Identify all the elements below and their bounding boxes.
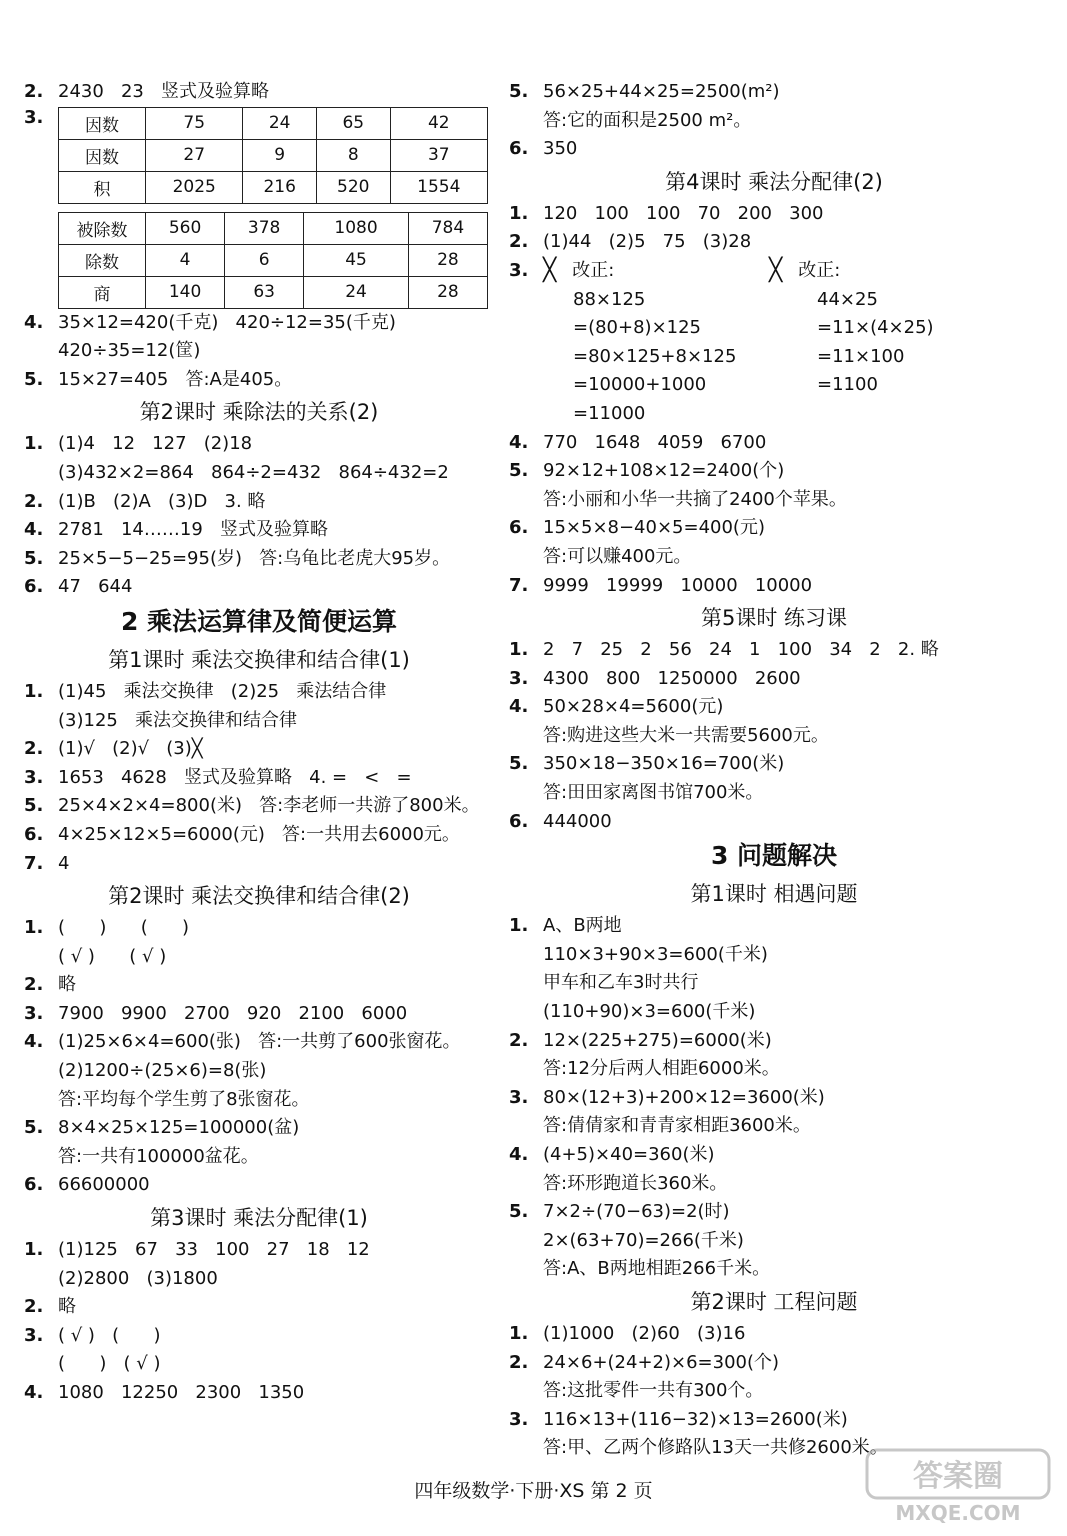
division-table xyxy=(58,212,488,309)
answer-text: 答:这批零件一共有300个。 xyxy=(543,1380,764,1402)
answer-text: ( √ ) ( √ ) xyxy=(58,945,167,967)
answer-line xyxy=(24,337,494,366)
table-cell: 1080 xyxy=(304,212,409,244)
question-number: 6. xyxy=(509,517,529,539)
answer-line xyxy=(509,779,1039,808)
answer-line xyxy=(24,1293,494,1322)
answer-line xyxy=(509,1227,1039,1256)
answer-line xyxy=(24,943,494,972)
question-number: 3. xyxy=(24,1002,44,1024)
row-header-cell: 被除数 xyxy=(59,212,146,244)
answer-line xyxy=(509,107,1039,136)
answer-line xyxy=(509,1377,1039,1406)
question-number: 4. xyxy=(24,311,44,333)
table-cell: 6 xyxy=(225,244,304,276)
answer-line xyxy=(509,257,769,286)
calc-line xyxy=(769,286,1029,315)
answer-line xyxy=(24,1350,494,1379)
answer-tables xyxy=(24,107,494,309)
answer-text: 4×25×12×5=6000(元) 答:一共用去6000元。 xyxy=(58,823,460,845)
answer-line xyxy=(24,1171,494,1200)
answer-text: 2430 23 竖式及验算略 xyxy=(58,81,270,102)
question-number: 6. xyxy=(24,576,44,598)
lesson-heading: 第3课时 乘法分配律(1) xyxy=(150,1206,368,1231)
answer-text: 4 xyxy=(58,852,70,874)
table-row xyxy=(59,107,488,139)
question-number: 6. xyxy=(24,1174,44,1196)
answer-line xyxy=(24,1057,494,1086)
answer-line xyxy=(24,516,494,545)
question-number: 4. xyxy=(509,696,529,718)
answer-text: (1)125 67 33 100 27 18 12 xyxy=(58,1239,370,1261)
question-number: 1. xyxy=(509,639,529,661)
calc-line xyxy=(509,343,769,372)
answer-text: 25×5−5−25=95(岁) 答:乌龟比老虎大95岁。 xyxy=(58,547,451,569)
correction-block xyxy=(509,257,1039,429)
table-cell: 65 xyxy=(316,107,390,139)
answer-text: 答:12分后两人相距6000米。 xyxy=(543,1058,780,1080)
lesson-heading: 第4课时 乘法分配律(2) xyxy=(665,169,883,194)
correction-label: 改正: xyxy=(572,259,615,281)
answer-line xyxy=(509,486,1039,515)
answer-line xyxy=(24,1379,494,1408)
answer-text: 答:倩倩家和青青家相距3600米。 xyxy=(543,1115,811,1137)
answer-text: (3)432×2=864 864÷2=432 864÷432=2 xyxy=(58,461,449,483)
answer-text: 答:可以赚400元。 xyxy=(543,545,692,567)
answer-line xyxy=(509,1198,1039,1227)
answer-line xyxy=(509,200,1039,229)
answer-text: 1080 12250 2300 1350 xyxy=(58,1382,305,1403)
question-number: 2. xyxy=(24,738,44,760)
answer-line xyxy=(509,808,1039,837)
answer-text: 444000 xyxy=(543,810,612,832)
answer-text: 350 xyxy=(543,138,578,160)
answer-text: 120 100 100 70 200 300 xyxy=(543,202,824,224)
table-cell: 28 xyxy=(408,276,487,308)
left-column xyxy=(24,78,494,1408)
question-number: 3. xyxy=(24,106,44,128)
answer-text: 7×2÷(70−63)=2(时) xyxy=(543,1201,730,1223)
answer-text: 25×4×2×4=800(米) 答:李老师一共游了800米。 xyxy=(58,795,480,817)
answer-line xyxy=(509,941,1039,970)
answer-line xyxy=(509,1320,1039,1349)
answer-line xyxy=(24,366,494,395)
answer-line xyxy=(24,1265,494,1294)
answer-text: 92×12+108×12=2400(个) xyxy=(543,460,785,482)
answer-line xyxy=(509,912,1039,941)
answer-text: ( √ ) ( ) xyxy=(58,1324,161,1346)
answer-text: (1)√ (2)√ (3)╳ xyxy=(58,738,203,760)
answer-line xyxy=(509,572,1039,601)
answer-line xyxy=(509,1084,1039,1113)
table-cell: 216 xyxy=(243,171,317,203)
lesson-heading: 第5课时 练习课 xyxy=(700,606,848,631)
question-number: 1. xyxy=(509,915,529,937)
cross-mark-icon: ╳ xyxy=(543,257,557,283)
answer-text: 答:购进这些大米一共需要5600元。 xyxy=(543,724,829,746)
answer-text: 答:一共有100000盆花。 xyxy=(58,1145,259,1167)
question-number: 2. xyxy=(24,974,44,996)
answer-line xyxy=(509,1255,1039,1284)
answer-text: (1)B (2)A (3)D 3. 略 xyxy=(58,490,266,512)
question-number: 1. xyxy=(24,917,44,939)
answer-text: 甲车和乙车3时共行 xyxy=(543,972,699,994)
correction-b xyxy=(769,257,1029,429)
answer-text: 420÷35=12(筐) xyxy=(58,340,201,362)
question-number: 5. xyxy=(509,81,529,102)
watermark-url: MXQE.COM xyxy=(895,1501,1021,1525)
question-number: 3. xyxy=(24,766,44,788)
answer-text: 8×4×25×125=100000(盆) xyxy=(58,1117,300,1139)
answer-text: (1)1000 (2)60 (3)16 xyxy=(543,1322,746,1344)
calc-text: =11000 xyxy=(573,402,646,424)
answer-text: 15×27=405 答:A是405。 xyxy=(58,368,293,390)
answer-line xyxy=(24,309,494,338)
answer-text: 2781 14……19 竖式及验算略 xyxy=(58,519,328,541)
answer-text: 350×18−350×16=700(米) xyxy=(543,753,785,775)
answer-text: 1653 4628 竖式及验算略 4. = < = xyxy=(58,766,412,788)
answer-line xyxy=(509,1406,1039,1435)
answer-line xyxy=(24,971,494,1000)
answer-line xyxy=(509,750,1039,779)
answer-text: A、B两地 xyxy=(543,915,622,937)
question-number: 6. xyxy=(509,138,529,160)
answer-line xyxy=(24,850,494,879)
question-number: 2. xyxy=(509,1029,529,1051)
cross-mark-icon: ╳ xyxy=(769,257,783,283)
lesson-heading: 第2课时 乘法交换律和结合律(2) xyxy=(108,884,410,909)
answer-line xyxy=(24,1000,494,1029)
question-number: 5. xyxy=(24,547,44,569)
calc-text: =11×100 xyxy=(817,345,905,367)
correction-label: 改正: xyxy=(798,259,841,281)
watermark-text: 答案圈 xyxy=(913,1459,1003,1494)
answer-line xyxy=(509,693,1039,722)
answer-line xyxy=(509,636,1039,665)
calc-line xyxy=(509,314,769,343)
answer-line xyxy=(24,1028,494,1057)
correction-a xyxy=(509,257,769,429)
watermark-logo xyxy=(863,1446,1053,1526)
row-header-cell: 积 xyxy=(59,171,146,203)
answer-line xyxy=(24,1236,494,1265)
answer-line xyxy=(24,545,494,574)
answer-text: 47 644 xyxy=(58,576,133,598)
answer-line xyxy=(509,1170,1039,1199)
question-number: 4. xyxy=(509,1144,529,1165)
answer-text: 2×(63+70)=266(千米) xyxy=(543,1229,744,1251)
answer-line xyxy=(24,678,494,707)
table-cell: 560 xyxy=(146,212,225,244)
row-header-cell: 除数 xyxy=(59,244,146,276)
table-cell: 24 xyxy=(243,107,317,139)
table-cell: 45 xyxy=(304,244,409,276)
answer-line xyxy=(509,1349,1039,1378)
question-number: 1. xyxy=(24,433,44,455)
answer-text: (4+5)×40=360(米) xyxy=(543,1144,715,1165)
answer-line xyxy=(24,914,494,943)
answer-line xyxy=(24,1086,494,1115)
table-cell: 2025 xyxy=(146,171,243,203)
answer-text: (110+90)×3=600(千米) xyxy=(543,1001,756,1023)
question-number: 1. xyxy=(24,680,44,702)
table-cell: 9 xyxy=(243,139,317,171)
unit-heading: 2 乘法运算律及简便运算 xyxy=(120,606,398,636)
table-row xyxy=(59,244,488,276)
answer-line xyxy=(24,573,494,602)
answer-line xyxy=(24,430,494,459)
calc-text: =(80+8)×125 xyxy=(573,317,702,339)
calc-text: 44×25 xyxy=(817,288,878,310)
answer-line xyxy=(509,665,1039,694)
answer-text: 答:田田家离图书馆700米。 xyxy=(543,782,764,804)
multiplication-table xyxy=(58,107,488,204)
table-cell: 4 xyxy=(146,244,225,276)
table-cell: 75 xyxy=(146,107,243,139)
calc-line xyxy=(509,400,769,429)
calc-text: =1100 xyxy=(817,374,878,396)
answer-text: 略 xyxy=(58,1296,76,1318)
question-number: 3. xyxy=(509,1086,529,1108)
answer-text: (1)45 乘法交换律 (2)25 乘法结合律 xyxy=(58,680,387,702)
table-cell: 140 xyxy=(146,276,225,308)
page-footer: 四年级数学·下册·XS 第 2 页 xyxy=(414,1480,653,1502)
answer-line xyxy=(509,514,1039,543)
answer-text: 24×6+(24+2)×6=300(个) xyxy=(543,1351,780,1373)
question-number: 7. xyxy=(509,574,529,596)
answer-text: ( ) ( ) xyxy=(58,917,190,939)
answer-text: 答:它的面积是2500 m²。 xyxy=(543,109,752,131)
question-number: 1. xyxy=(509,202,529,224)
answer-text: (1)44 (2)5 75 (3)28 xyxy=(543,231,752,253)
table-cell: 24 xyxy=(304,276,409,308)
lesson-heading: 第1课时 乘法交换律和结合律(1) xyxy=(108,647,410,672)
answer-text: 略 xyxy=(58,974,76,996)
answer-line xyxy=(509,969,1039,998)
answer-line xyxy=(24,1114,494,1143)
question-number: 1. xyxy=(509,1322,529,1344)
table-cell: 37 xyxy=(390,139,487,171)
question-number: 4. xyxy=(509,431,529,453)
answer-line xyxy=(509,78,1039,107)
question-number: 2. xyxy=(509,1351,529,1373)
answer-text: 9999 19999 10000 10000 xyxy=(543,574,813,596)
answer-line xyxy=(509,1027,1039,1056)
answer-line xyxy=(509,429,1039,458)
answer-text: 2 7 25 2 56 24 1 100 34 2 2. 略 xyxy=(543,639,939,661)
answer-text: 12×(225+275)=6000(米) xyxy=(543,1029,772,1051)
calc-text: =10000+1000 xyxy=(573,374,707,396)
table-cell: 1554 xyxy=(390,171,487,203)
answer-text: ( ) ( √ ) xyxy=(58,1353,161,1375)
answer-text: 答:小丽和小华一共摘了2400个苹果。 xyxy=(543,488,847,510)
question-number: 1. xyxy=(24,1239,44,1261)
question-number: 4. xyxy=(24,1031,44,1053)
answer-text: (2)1200÷(25×6)=8(张) xyxy=(58,1060,267,1082)
answer-line xyxy=(24,735,494,764)
answer-text: (3)125 乘法交换律和结合律 xyxy=(58,709,298,731)
row-header-cell: 因数 xyxy=(59,107,146,139)
question-number: 5. xyxy=(509,460,529,482)
row-header-cell: 商 xyxy=(59,276,146,308)
lesson-heading: 第2课时 工程问题 xyxy=(690,1289,858,1314)
calc-line xyxy=(769,314,1029,343)
table-cell: 520 xyxy=(316,171,390,203)
lesson-heading: 第2课时 乘除法的关系(2) xyxy=(139,400,379,425)
answer-line xyxy=(509,228,1039,257)
calc-line xyxy=(509,286,769,315)
question-number: 2. xyxy=(24,490,44,512)
answer-text: 答:A、B两地相距266千米。 xyxy=(543,1258,771,1280)
calc-line xyxy=(769,371,1029,400)
calc-text: 88×125 xyxy=(573,288,646,310)
question-number: 6. xyxy=(509,810,529,832)
answer-text: 7900 9900 2700 920 2100 6000 xyxy=(58,1002,408,1024)
question-number: 7. xyxy=(24,852,44,874)
question-number: 3. xyxy=(509,259,529,281)
question-number: 3. xyxy=(509,667,529,689)
answer-text: (1)4 12 127 (2)18 xyxy=(58,433,253,455)
question-number: 4. xyxy=(24,519,44,541)
answer-line xyxy=(509,457,1039,486)
question-number: 5. xyxy=(509,753,529,775)
unit-heading: 3 问题解决 xyxy=(710,841,838,871)
table-cell: 28 xyxy=(408,244,487,276)
answer-text: 50×28×4=5600(元) xyxy=(543,696,724,718)
answer-text: 15×5×8−40×5=400(元) xyxy=(543,517,765,539)
answer-line xyxy=(24,78,494,107)
answer-text: 66600000 xyxy=(58,1174,150,1196)
answer-text: 56×25+44×25=2500(m²) xyxy=(543,81,780,102)
calc-text: =11×(4×25) xyxy=(817,317,934,339)
lesson-heading: 第1课时 相遇问题 xyxy=(690,882,858,907)
table-cell: 63 xyxy=(225,276,304,308)
answer-line xyxy=(509,543,1039,572)
answer-line xyxy=(509,135,1039,164)
answer-line xyxy=(24,459,494,488)
question-number: 3. xyxy=(509,1408,529,1430)
answer-line xyxy=(509,1055,1039,1084)
answer-text: 35×12=420(千克) 420÷12=35(千克) xyxy=(58,311,396,333)
answer-line xyxy=(24,821,494,850)
question-number: 2. xyxy=(509,231,529,253)
answer-line xyxy=(24,488,494,517)
question-number: 2. xyxy=(24,1296,44,1318)
answer-text: 答:甲、乙两个修路队13天一共修2600米。 xyxy=(543,1437,888,1459)
answer-line xyxy=(24,1143,494,1172)
answer-text: 80×(12+3)+200×12=3600(米) xyxy=(543,1086,825,1108)
table-row xyxy=(59,212,488,244)
answer-text: (2)2800 (3)1800 xyxy=(58,1267,218,1289)
answer-text: 4300 800 1250000 2600 xyxy=(543,667,801,689)
answer-line xyxy=(24,1322,494,1351)
table-cell: 784 xyxy=(408,212,487,244)
table-row xyxy=(59,171,488,203)
answer-text: (1)25×6×4=600(张) 答:一共剪了600张窗花。 xyxy=(58,1031,461,1053)
table-cell: 378 xyxy=(225,212,304,244)
question-number: 5. xyxy=(24,795,44,817)
answer-line xyxy=(509,1141,1039,1170)
question-number: 2. xyxy=(24,81,44,102)
right-column xyxy=(509,78,1039,1463)
answer-text: 答:环形跑道长360米。 xyxy=(543,1172,728,1194)
answer-text: 答:平均每个学生剪了8张窗花。 xyxy=(58,1088,310,1110)
calc-text: =80×125+8×125 xyxy=(573,345,737,367)
row-header-cell: 因数 xyxy=(59,139,146,171)
answer-line xyxy=(769,257,1029,286)
question-number: 4. xyxy=(24,1382,44,1403)
answer-line xyxy=(509,722,1039,751)
answer-line xyxy=(509,1112,1039,1141)
table-cell: 8 xyxy=(316,139,390,171)
table-cell: 42 xyxy=(390,107,487,139)
table-row xyxy=(59,276,488,308)
answer-line xyxy=(509,998,1039,1027)
table-cell: 27 xyxy=(146,139,243,171)
question-number: 3. xyxy=(24,1324,44,1346)
table-row xyxy=(59,139,488,171)
answer-text: 110×3+90×3=600(千米) xyxy=(543,943,768,965)
question-number: 6. xyxy=(24,823,44,845)
question-number: 5. xyxy=(24,1117,44,1139)
question-number: 5. xyxy=(24,368,44,390)
calc-line xyxy=(509,371,769,400)
answer-line xyxy=(24,764,494,793)
calc-line xyxy=(769,343,1029,372)
answer-text: 770 1648 4059 6700 xyxy=(543,431,767,453)
answer-text: 116×13+(116−32)×13=2600(米) xyxy=(543,1408,848,1430)
question-number: 5. xyxy=(509,1201,529,1223)
answer-line xyxy=(24,707,494,736)
answer-line xyxy=(24,792,494,821)
